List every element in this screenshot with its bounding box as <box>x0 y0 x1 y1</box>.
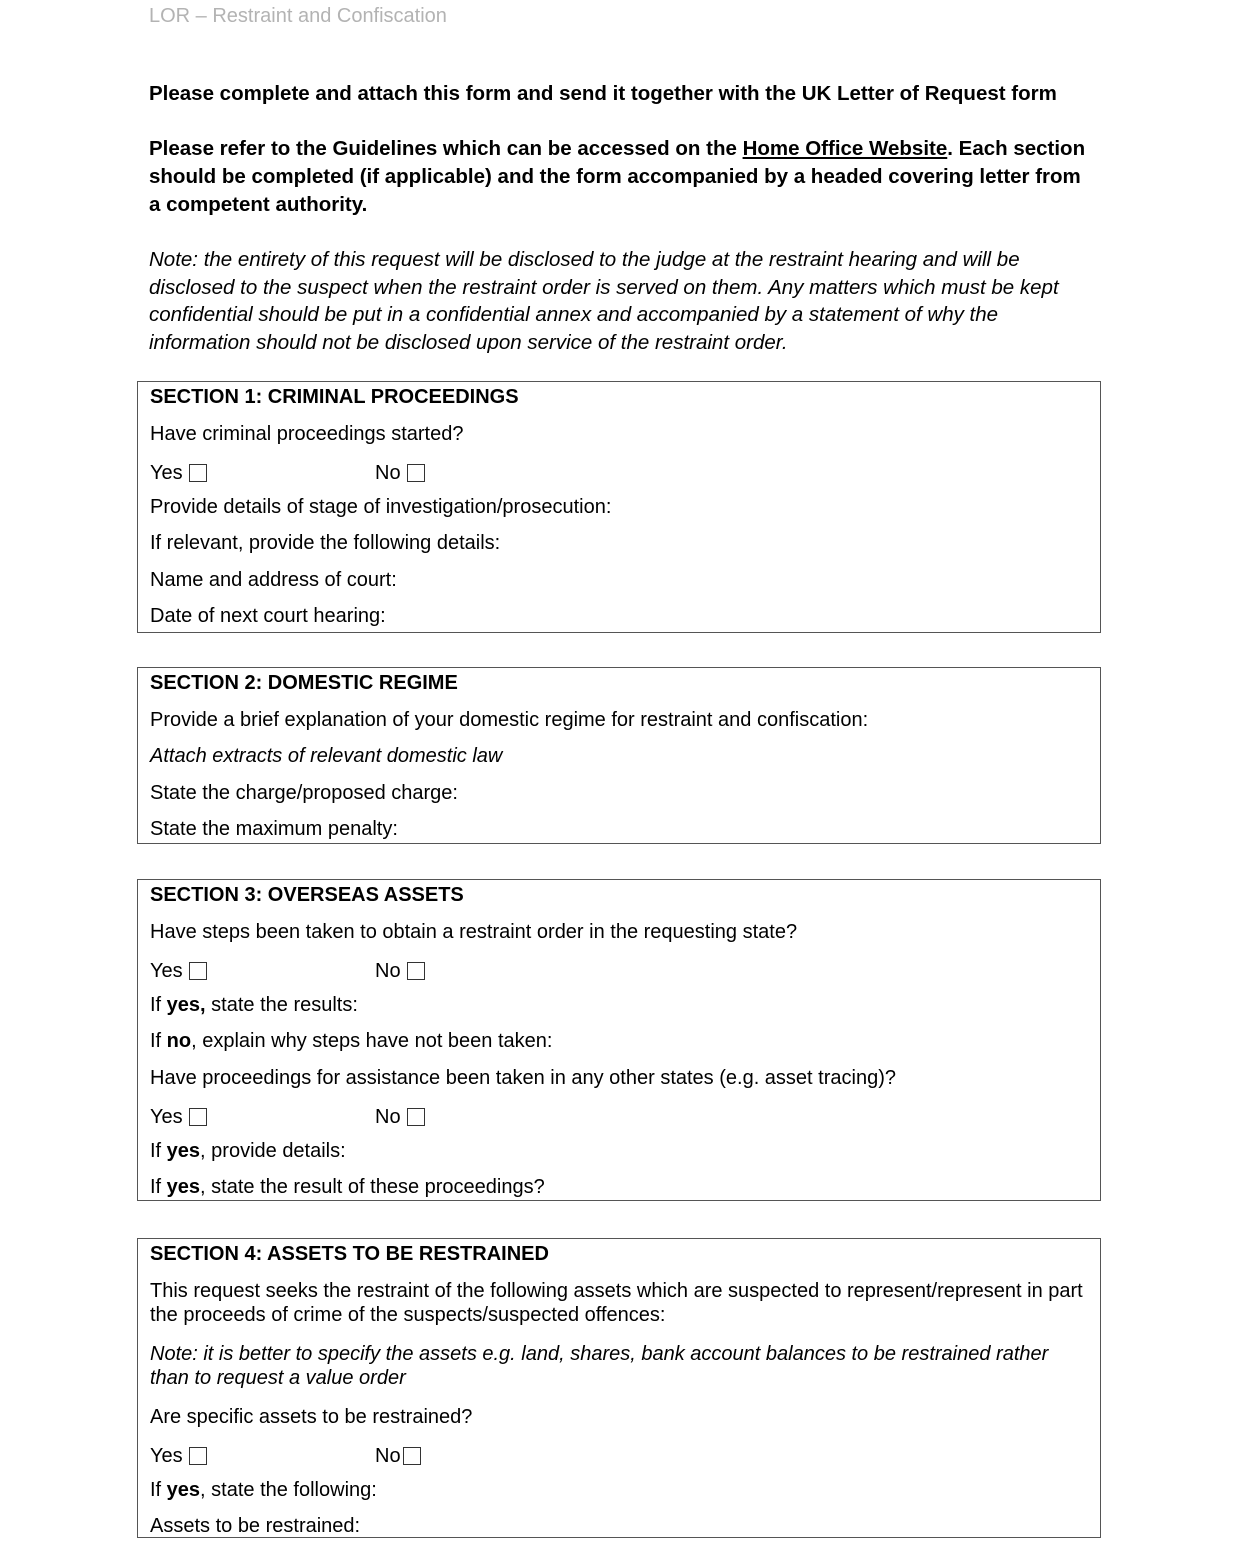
field-label: Provide details of stage of investigation/prosecution: <box>150 495 612 518</box>
question: Have steps been taken to obtain a restraint order in the requesting state? <box>150 920 798 943</box>
yes-checkbox[interactable] <box>189 1447 207 1465</box>
section-3 <box>137 879 1101 1201</box>
no-checkbox[interactable] <box>407 464 425 482</box>
field-label: Name and address of court: <box>150 568 397 591</box>
field-label: If yes, state the result of these proceedings? <box>150 1176 545 1198</box>
no-checkbox[interactable] <box>403 1447 421 1465</box>
no-checkbox[interactable] <box>407 962 425 980</box>
question: Have proceedings for assistance been taken in any other states (e.g. asset tracing)? <box>150 1066 896 1089</box>
yes-label: Yes <box>150 960 183 983</box>
field-note: Note: it is better to specify the assets e.g. land, shares, bank account balances to be restrained rather than to request a value order <box>150 1342 1049 1389</box>
section-2 <box>137 667 1101 844</box>
no-label: No <box>375 960 401 983</box>
intro-note: Note: the entirety of this request will be disclosed to the judge at the restraint hearing and will be disclosed to the suspect when the restraint order is served on them. Any matters which must be kept confidential should be put in a confidential annex and accompanied by a statement of why the information should not be disclosed upon service of the restraint order. <box>149 248 1059 354</box>
yes-label: Yes <box>150 1445 183 1468</box>
field-label: Provide a brief explanation of your domestic regime for restraint and confiscation: <box>150 708 869 731</box>
field-label: Date of next court hearing: <box>150 605 386 627</box>
section-1 <box>137 381 1101 633</box>
no-checkbox[interactable] <box>407 1108 425 1126</box>
field-label: If relevant, provide the following details: <box>150 532 501 554</box>
field-label: If yes, state the results: <box>150 993 358 1016</box>
yes-checkbox[interactable] <box>189 464 207 482</box>
yes-checkbox[interactable] <box>189 962 207 980</box>
field-label: If no, explain why steps have not been taken: <box>150 1030 553 1052</box>
yes-label: Yes <box>150 1106 183 1129</box>
section-title: SECTION 2: DOMESTIC REGIME <box>150 672 458 694</box>
section-title: SECTION 3: OVERSEAS ASSETS <box>150 884 464 906</box>
guidelines-text-end: . Each section should be completed (if applicable) and the form accompanied by a headed covering letter from a competent authority. <box>149 137 1086 216</box>
no-label: No <box>375 1106 401 1129</box>
question: Are specific assets to be restrained? <box>150 1405 473 1428</box>
intro-guidelines <box>149 135 1089 219</box>
field-note: Attach extracts of relevant domestic law <box>150 745 503 767</box>
field-label: If yes, provide details: <box>150 1139 346 1162</box>
document-header: LOR – Restraint and Confiscation <box>149 5 447 27</box>
no-label: No <box>375 462 401 485</box>
no-label: No <box>375 1445 401 1468</box>
intro-instruction: Please complete and attach this form and send it together with the UK Letter of Request form <box>149 82 1057 105</box>
yes-label: Yes <box>150 462 183 485</box>
home-office-link[interactable]: Home Office Website <box>742 137 948 160</box>
section-title: SECTION 1: CRIMINAL PROCEEDINGS <box>150 386 519 408</box>
yes-checkbox[interactable] <box>189 1108 207 1126</box>
field-label: Assets to be restrained: <box>150 1515 361 1537</box>
yes-no-choice <box>150 455 1088 492</box>
field-label: State the maximum penalty: <box>150 818 398 840</box>
question: Have criminal proceedings started? <box>150 422 464 445</box>
field-label: If yes, state the following: <box>150 1478 377 1501</box>
yes-no-choice <box>150 953 1088 990</box>
yes-no-choice <box>150 1099 1088 1136</box>
guidelines-text: Please refer to the Guidelines which can be accessed on the <box>149 137 743 160</box>
field-label: State the charge/proposed charge: <box>150 781 458 804</box>
field-label: This request seeks the restraint of the following assets which are suspected to represent/represent in part the proceeds of crime of the suspects/suspected offences: <box>150 1279 1083 1326</box>
section-4 <box>137 1238 1101 1538</box>
section-title: SECTION 4: ASSETS TO BE RESTRAINED <box>150 1243 549 1265</box>
yes-no-choice <box>150 1438 1088 1475</box>
